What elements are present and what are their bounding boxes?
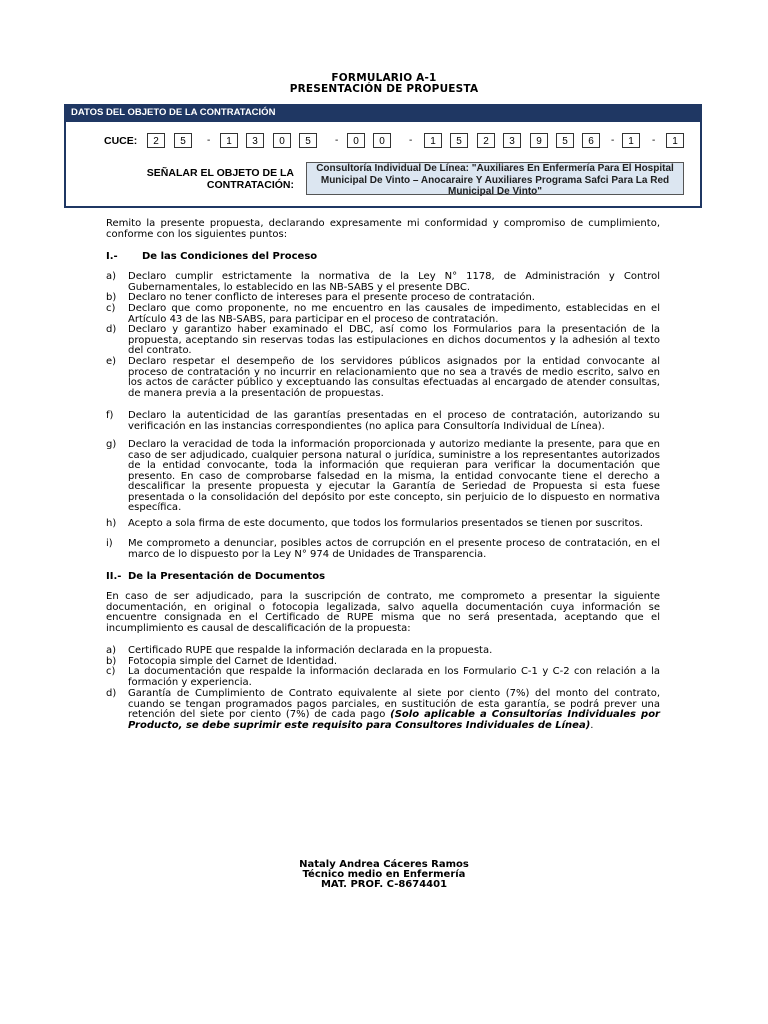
list-item-text: [128, 293, 660, 304]
list-item-body: Me comprometo a denunciar, posibles actos de corrupción en el presente proceso de contratación, en el marco de lo dispuesto por la Ley N° 974 de Unidades de Transparencia.: [128, 538, 660, 560]
list-item-tail: .: [590, 719, 594, 731]
cuce-digit: 5: [299, 133, 317, 148]
list-item-letter: b): [106, 656, 117, 667]
list-item-text: [128, 689, 660, 731]
list-item-text: [128, 667, 660, 688]
signature-role: Técnico medio en Enfermería: [302, 869, 466, 880]
cuce-digit: 3: [246, 133, 264, 148]
cuce-label: CUCE:: [104, 135, 138, 147]
list-item-body: Declaro respetar el desempeño de los servidores públicos asignados por la entidad convocante al proceso de contratación y no incurrir en relacionamiento que no sea a través de medio escrito, salvo en los actos de carácter público y exceptuando las consultas efectuadas al encargado de atender consultas, de manera previa a la presentación de propuestas.: [128, 356, 660, 399]
cuce-digit: 1: [622, 133, 640, 148]
list-item-letter: g): [106, 439, 117, 450]
list-item-letter: a): [106, 271, 117, 282]
cuce-digit: 9: [530, 133, 548, 148]
list-item-letter: e): [106, 356, 117, 367]
list-item-emphasis: (Solo aplicable a Consultorías Individuales por Producto, se debe suprimir este requisito para Consultores Individuales de Línea): [128, 709, 660, 731]
signature-license: MAT. PROF. C-8674401: [320, 879, 448, 890]
list-item-body: Certificado RUPE que respalde la información declarada en la propuesta.: [128, 645, 493, 656]
list-item-letter: f): [106, 410, 114, 421]
cuce-digit: 1: [666, 133, 684, 148]
list-item-body: Fotocopia simple del Carnet de Identidad.: [128, 656, 338, 667]
cuce-digit: 0: [273, 133, 291, 148]
cuce-separator: -: [335, 135, 339, 146]
object-value: Consultoría Individual De Línea: "Auxiliares En Enfermería Para El Hospital Municipal De Vinto – Anocaraire Y Auxiliares Programa Safci Para La Red Municipal De Vinto": [306, 162, 684, 195]
list-item-text: [128, 357, 660, 399]
section2-number: II.-: [106, 571, 122, 582]
cuce-digit: 3: [503, 133, 521, 148]
list-item-letter: h): [106, 518, 117, 529]
section2-title: De la Presentación de Documentos: [128, 571, 326, 582]
list-item-text: [128, 646, 660, 657]
list-item-body: Declaro y garantizo haber examinado el DBC, así como los Formularios para la presentación de la propuesta, aceptando sin reservas todas las estipulaciones en dichos documentos y la adhesión al texto del contrato.: [128, 324, 660, 356]
cuce-separator: -: [409, 135, 413, 146]
cuce-digit: 1: [424, 133, 442, 148]
cuce-separator: -: [207, 135, 211, 146]
list-item-letter: c): [106, 303, 116, 314]
list-item-body: Acepto a sola firma de este documento, que todos los formularios presentados se tienen por suscritos.: [128, 518, 643, 529]
list-item-body: Garantía de Cumplimiento de Contrato equivalente al siete por ciento (7%) del monto del contrato, cuando se tengan programados pagos parciales, en sustitución de esta garantía, se podrá prever una retención del siete por ciento (7%) de cada pago: [128, 688, 660, 720]
list-item-text: [128, 519, 660, 530]
list-item-letter: c): [106, 666, 116, 677]
list-item-body: Declaro que como proponente, no me encuentro en las causales de impedimento, establecidas en el Artículo 43 de las NB-SABS, para participar en el proceso de contratación.: [128, 303, 660, 325]
section1-number: I.-: [106, 251, 118, 262]
list-item-body: Declaro la veracidad de toda la información proporcionada y autorizo mediante la presente, para que en caso de ser adjudicado, cualquier persona natural o jurídica, suministre a los representantes autorizados de la entidad convocante, toda la información que requieran para verificar la documentación que presento. En caso de comprobarse falsedad en la misma, la entidad convocante tiene el derecho a descalificar la presente propuesta y ejecutar la Garantía de Seriedad de Propuesta si esta fuese presentada o la consolidación del depósito por este concepto, sin perjuicio de lo dispuesto en normativa específica.: [128, 439, 660, 513]
cuce-digit: 6: [582, 133, 600, 148]
list-item-body: Declaro cumplir estrictamente la normativa de la Ley N° 1178, de Administración y Control Gubernamentales, lo establecido en las NB-SABS y el presente DBC.: [128, 271, 660, 293]
object-label: SEÑALAR EL OBJETO DE LA CONTRATACIÓN:: [146, 167, 294, 191]
list-item-text: [128, 272, 660, 293]
section2-heading: [106, 571, 325, 582]
cuce-digit: 1: [220, 133, 238, 148]
list-item-text: [128, 539, 660, 560]
cuce-digit: 0: [347, 133, 365, 148]
cuce-separator: -: [611, 135, 615, 146]
cuce-digit: 5: [174, 133, 192, 148]
list-item-text: [128, 440, 660, 514]
section2-intro: En caso de ser adjudicado, para la suscripción de contrato, me comprometo a presentar la siguiente documentación, en original o fotocopia legalizada, salvo aquella documentación cuya información se encuentre consignada en el Certificado de RUPE misma que no será presentada, aceptando que el incumplimiento es causal de descalificación de la propuesta:: [106, 591, 660, 634]
section1-title: De las Condiciones del Proceso: [142, 251, 318, 262]
list-item-letter: d): [106, 688, 117, 699]
contract-data-heading: DATOS DEL OBJETO DE LA CONTRATACIÓN: [64, 104, 702, 122]
form-subtitle: PRESENTACIÓN DE PROPUESTA: [289, 83, 479, 95]
list-item-body: La documentación que respalde la información declarada en los Formulario C-1 y C-2 con relación a la formación y experiencia.: [128, 666, 660, 688]
list-item-body: Declaro no tener conflicto de intereses para el presente proceso de contratación.: [128, 292, 535, 303]
signature-name: Nataly Andrea Cáceres Ramos: [299, 859, 469, 870]
cuce-digit: 5: [556, 133, 574, 148]
list-item-letter: b): [106, 292, 117, 303]
list-item-text: [128, 411, 660, 432]
list-item-text: [128, 325, 660, 357]
form-title: FORMULARIO A-1: [331, 72, 437, 84]
list-item-letter: d): [106, 324, 117, 335]
list-item-letter: i): [106, 538, 113, 549]
cuce-digit: 5: [450, 133, 468, 148]
list-item-text: [128, 304, 660, 325]
cuce-digit: 2: [147, 133, 165, 148]
cuce-digit: 0: [373, 133, 391, 148]
intro-paragraph: Remito la presente propuesta, declarando expresamente mi conformidad y compromiso de cumplimiento, conforme con los siguientes puntos:: [106, 218, 660, 240]
cuce-digit: 2: [477, 133, 495, 148]
cuce-separator: -: [652, 135, 656, 146]
list-item-body: Declaro la autenticidad de las garantías presentadas en el proceso de contratación, autorizando su verificación en las instancias correspondientes (no aplica para Consultoría Individual de Línea).: [128, 410, 660, 432]
section1-heading: [106, 251, 317, 262]
list-item-letter: a): [106, 645, 117, 656]
